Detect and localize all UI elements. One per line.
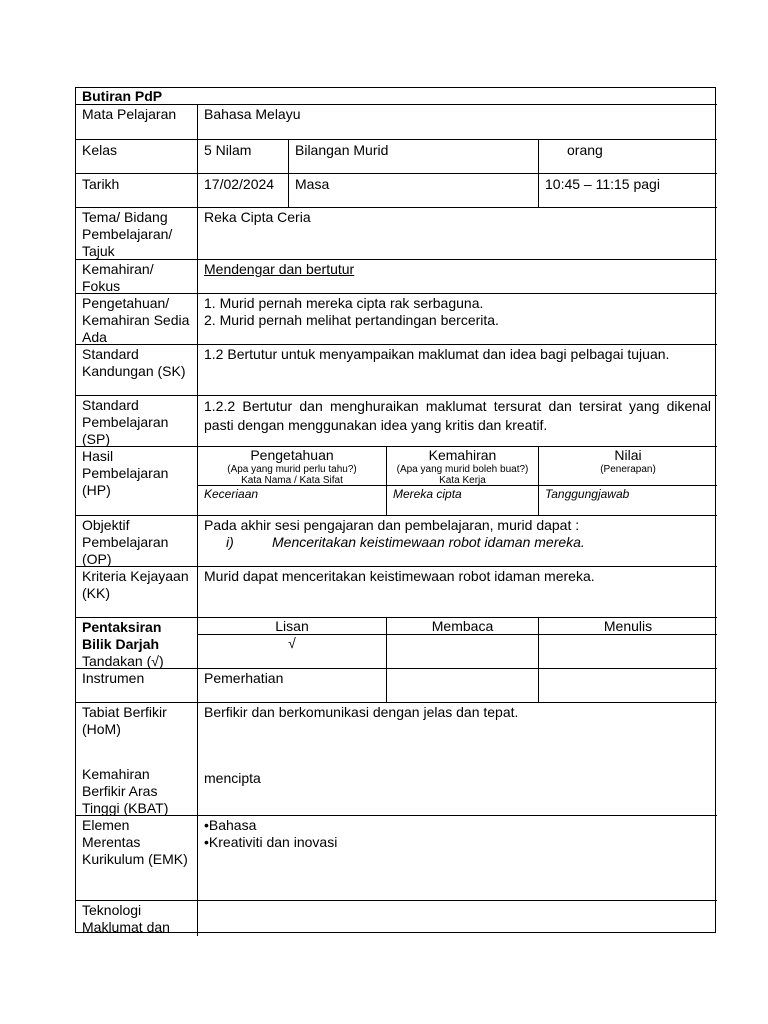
op-content xyxy=(198,516,717,567)
pbd-mark-membaca xyxy=(387,635,539,669)
hp-skill-header xyxy=(387,447,539,486)
hp-value-hint: (Penerapan) xyxy=(600,464,656,475)
hp-knowledge-value: Keceriaan xyxy=(198,486,387,516)
pbd-header-membaca: Membaca xyxy=(387,618,539,635)
pbd-label-title: Pentaksiran Bilik Darjah xyxy=(82,619,162,652)
list-item: •Bahasa xyxy=(204,817,257,833)
hp-knowledge-word-type: Kata Nama / Kata Sifat xyxy=(241,475,343,486)
hp-label: Hasil Pembelajaran (HP) xyxy=(76,447,198,516)
kbat-label: Kemahiran Berfikir Aras Tinggi (KBAT) xyxy=(82,766,169,816)
kk-label: Kriteria Kejayaan (KK) xyxy=(76,567,198,618)
hom-kbat-value xyxy=(198,703,717,816)
op-item-number: i) xyxy=(226,534,234,550)
list-item: 2. Murid pernah melihat pertandingan bercerita. xyxy=(204,312,499,328)
list-item: •Kreativiti dan inovasi xyxy=(204,834,338,850)
hom-kbat-label xyxy=(76,703,198,816)
instrument-value: Pemerhatian xyxy=(198,669,387,703)
hp-knowledge-header xyxy=(198,447,387,486)
date-label: Tarikh xyxy=(76,174,198,208)
student-count-label: Bilangan Murid xyxy=(289,140,539,174)
pbd-header-menulis: Menulis xyxy=(539,618,717,635)
tmk-value xyxy=(198,901,717,936)
time-value: 10:45 – 11:15 pagi xyxy=(539,174,717,208)
hp-skill-title: Kemahiran xyxy=(428,447,497,463)
pbd-label xyxy=(76,618,198,669)
hp-knowledge-hint: (Apa yang murid perlu tahu?) xyxy=(227,464,357,475)
hp-knowledge-title: Pengetahuan xyxy=(250,447,334,463)
hp-value-value: Tanggungjawab xyxy=(539,486,717,516)
op-intro: Pada akhir sesi pengajaran dan pembelajaran, murid dapat : xyxy=(204,517,580,533)
instrument-label: Instrumen xyxy=(76,669,198,703)
prior-knowledge-list xyxy=(198,294,717,345)
emk-list xyxy=(198,816,717,901)
hom-value: Berfikir dan berkomunikasi dengan jelas dan tepat. xyxy=(204,704,519,720)
list-item: 1. Murid pernah mereka cipta rak serbaguna. xyxy=(204,295,484,311)
sp-value: 1.2.2 Bertutur dan menghuraikan maklumat tersurat dan tersirat yang dikenal pasti dengan menggunakan idea yang kritis dan kreatif. xyxy=(198,396,717,447)
hp-skill-word-type: Kata Kerja xyxy=(439,475,486,486)
hom-label: Tabiat Berfikir (HoM) xyxy=(82,704,167,737)
kbat-value: mencipta xyxy=(204,770,261,786)
subject-label: Mata Pelajaran xyxy=(76,105,198,140)
pbd-mark-lisan: √ xyxy=(198,635,387,669)
list-item xyxy=(204,534,711,551)
instrument-cell-2 xyxy=(387,669,539,703)
sk-label: Standard Kandungan (SK) xyxy=(76,345,198,396)
subject-value: Bahasa Melayu xyxy=(198,105,717,140)
instrument-cell-3 xyxy=(539,669,717,703)
pbd-mark-menulis xyxy=(539,635,717,669)
skill-label: Kemahiran/ Fokus xyxy=(76,260,198,294)
student-count-value: orang xyxy=(539,140,717,174)
skill-value-cell xyxy=(198,260,717,294)
date-value: 17/02/2024 xyxy=(198,174,289,208)
hp-value-header xyxy=(539,447,717,486)
hp-skill-hint: (Apa yang murid boleh buat?) xyxy=(396,464,529,475)
tmk-label: Teknologi Maklumat dan xyxy=(76,901,198,936)
time-label: Masa xyxy=(289,174,539,208)
kk-value: Murid dapat menceritakan keistimewaan robot idaman mereka. xyxy=(198,567,717,618)
pbd-header-lisan: Lisan xyxy=(198,618,387,635)
class-value: 5 Nilam xyxy=(198,140,289,174)
class-label: Kelas xyxy=(76,140,198,174)
theme-label: Tema/ Bidang Pembelajaran/ Tajuk xyxy=(76,208,198,260)
lesson-plan-table xyxy=(75,87,716,933)
prior-knowledge-label: Pengetahuan/ Kemahiran Sedia Ada xyxy=(76,294,198,345)
hp-skill-value: Mereka cipta xyxy=(387,486,539,516)
sk-value: 1.2 Bertutur untuk menyampaikan maklumat dan idea bagi pelbagai tujuan. xyxy=(198,345,717,396)
emk-label: Elemen Merentas Kurikulum (EMK) xyxy=(76,816,198,901)
theme-value: Reka Cipta Ceria xyxy=(198,208,717,260)
skill-value: Mendengar dan bertutur xyxy=(204,261,355,277)
table-title: Butiran PdP xyxy=(76,88,717,105)
sp-label: Standard Pembelajaran (SP) xyxy=(76,396,198,447)
op-label: Objektif Pembelajaran (OP) xyxy=(76,516,198,567)
pbd-label-instruction: Tandakan (√) xyxy=(82,653,164,669)
op-item-text: Menceritakan keistimewaan robot idaman mereka. xyxy=(272,534,585,550)
hp-value-title: Nilai xyxy=(614,447,642,463)
